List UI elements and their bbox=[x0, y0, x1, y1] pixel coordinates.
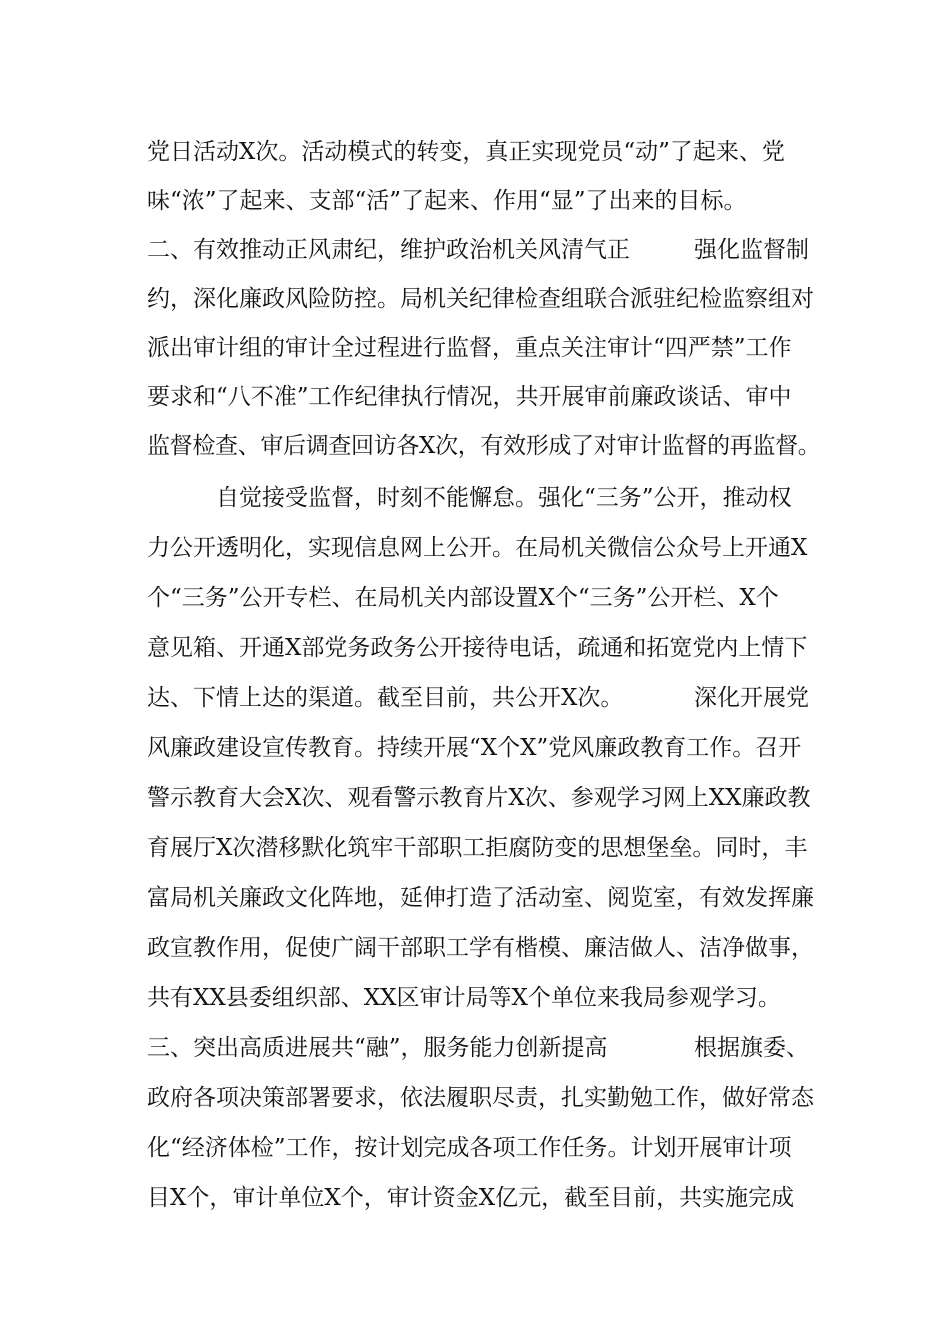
text-line bbox=[147, 530, 807, 566]
text-segment: 富局机关廉政文化阵地，延伸打造了活动室、阅览室，有效发挥廉 bbox=[147, 885, 814, 911]
text-line bbox=[147, 428, 820, 464]
text-segment: 育展厅Ⅹ次潜移默化筑牢干部职工拒腐防变的思想堡垒。同时，丰 bbox=[147, 835, 808, 861]
text-segment: 约，深化廉政风险防控。局机关纪律检查组联合派驻纪检监察组对 bbox=[147, 286, 814, 312]
text-segment: 派出审计组的审计全过程进行监督，重点关注审计“四严禁”工作 bbox=[147, 335, 792, 361]
text-segment: 目Ⅹ个，审计单位Ⅹ个，审计资金Ⅹ亿元，截至目前，共实施完成 bbox=[147, 1185, 795, 1211]
section-heading: 二、有效推动正风肃纪，维护政治机关风清气正 bbox=[147, 237, 630, 263]
text-segment: 意见箱、开通Ⅹ部党务政务公开接待电话，疏通和拓宽党内上情下 bbox=[147, 635, 808, 661]
text-segment: 自觉接受监督，时刻不能懈怠。强化“三务”公开，推动权 bbox=[216, 485, 792, 511]
section-heading-line bbox=[147, 1030, 809, 1066]
text-line bbox=[147, 330, 792, 366]
text-line bbox=[147, 1180, 794, 1216]
text-segment: 政宣教作用，促使广阔干部职工学有楷模、廉洁做人、洁净做事， bbox=[147, 935, 814, 961]
text-segment: 共有XX县委组织部、XX区审计局等Ⅹ个单位来我局参观学习。 bbox=[147, 985, 781, 1011]
text-line bbox=[147, 780, 811, 816]
section-heading: 三、突出高质进展共“融”，服务能力创新提高 bbox=[147, 1035, 608, 1061]
text-segment: 强化监督制 bbox=[694, 237, 809, 263]
text-line bbox=[147, 630, 807, 666]
text-line bbox=[147, 134, 785, 170]
text-segment: 监督检查、审后调查回访各Ⅹ次，有效形成了对审计监督的再监督。 bbox=[147, 433, 821, 459]
text-line bbox=[147, 1080, 814, 1116]
text-line bbox=[147, 880, 814, 916]
text-segment: 力公开透明化，实现信息网上公开。在局机关微信公众号上开通Ⅹ bbox=[147, 535, 808, 561]
text-line bbox=[147, 730, 801, 766]
text-segment: 根据旗委、 bbox=[694, 1035, 809, 1061]
text-line bbox=[216, 480, 792, 516]
text-line bbox=[147, 980, 781, 1016]
text-line bbox=[147, 1130, 792, 1166]
text-segment: 政府各项决策部署要求，依法履职尽责，扎实勤勉工作，做好常态 bbox=[147, 1085, 814, 1111]
text-segment: 味“浓”了起来、支部“活”了起来、作用“显”了出来的目标。 bbox=[147, 188, 747, 214]
text-segment: 风廉政建设宣传教育。持续开展“Ⅹ个Ⅹ”党风廉政教育工作。召开 bbox=[147, 735, 802, 761]
text-line bbox=[147, 680, 809, 716]
text-line bbox=[147, 830, 807, 866]
text-segment: 深化开展党 bbox=[694, 685, 809, 711]
text-segment: 警示教育大会Ⅹ次、观看警示教育片Ⅹ次、参观学习网上XX廉政教 bbox=[147, 785, 811, 811]
text-segment: 个“三务”公开专栏、在局机关内部设置Ⅹ个“三务”公开栏、Ⅹ个 bbox=[147, 585, 779, 611]
text-line bbox=[147, 281, 814, 317]
text-line bbox=[147, 183, 747, 219]
text-line bbox=[147, 379, 792, 415]
text-segment: 要求和“八不准”工作纪律执行情况，共开展审前廉政谈话、审中 bbox=[147, 384, 792, 410]
section-heading-line bbox=[147, 232, 809, 268]
text-line bbox=[147, 930, 814, 966]
text-segment: 达、下情上达的渠道。截至目前，共公开Ⅹ次。 bbox=[147, 685, 624, 711]
text-line bbox=[147, 580, 779, 616]
text-segment: 党日活动Ⅹ次。活动模式的转变，真正实现党员“动”了起来、党 bbox=[147, 139, 785, 165]
text-segment: 化“经济体检”工作，按计划完成各项工作任务。计划开展审计项 bbox=[147, 1135, 792, 1161]
